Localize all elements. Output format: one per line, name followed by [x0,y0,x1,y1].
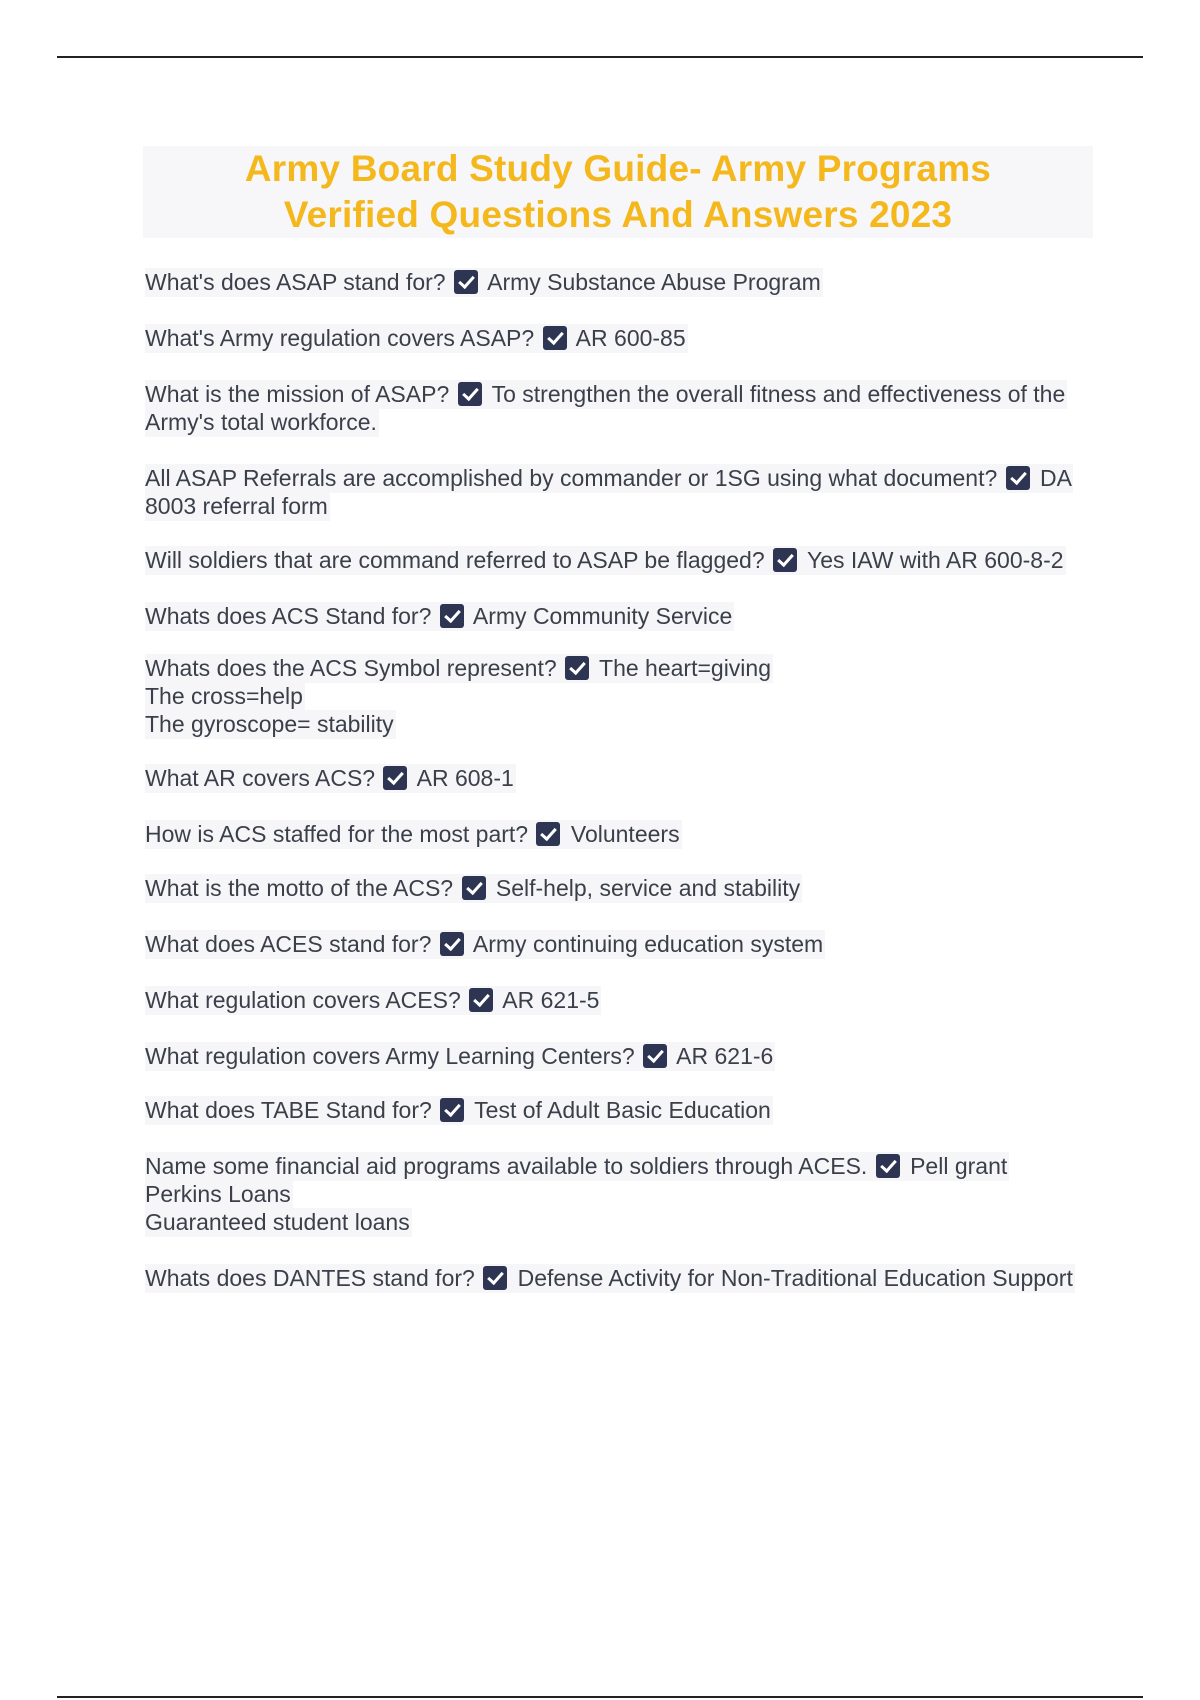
question-text: Whats does ACS Stand for? [145,603,432,629]
check-box-icon [383,766,407,790]
question-text: What is the motto of the ACS? [145,875,454,901]
question-text: How is ACS staffed for the most part? [145,821,529,847]
qa-line [145,1152,1009,1181]
check-box-icon [876,1154,900,1178]
qa-item [145,820,1095,848]
answer-extra [145,1208,1095,1236]
question-text: What's does ASAP stand for? [145,269,446,295]
question-text: Whats does DANTES stand for? [145,1265,475,1291]
question-text: What does ACES stand for? [145,931,432,957]
qa-line [145,654,773,683]
answer-extra-line: Guaranteed student loans [145,1209,410,1235]
check-box-icon [1006,466,1030,490]
answer-extra [145,710,1095,738]
bottom-rule [57,1696,1143,1698]
check-box-icon [440,932,464,956]
check-box-icon [773,548,797,572]
qa-line [145,546,1066,575]
question-text: What regulation covers ACES? [145,987,461,1013]
check-box-icon [543,326,567,350]
qa-item [145,1096,1095,1124]
qa-item [145,464,1095,520]
qa-line [145,268,823,297]
qa-item [145,268,1095,296]
answer-extra [145,1180,1095,1208]
question-text: Will soldiers that are command referred to ASAP be flagged? [145,547,765,573]
qa-line [145,380,1067,437]
question-text: Name some financial aid programs available to soldiers through ACES. [145,1153,868,1179]
check-box-icon [536,822,560,846]
qa-item [145,930,1095,958]
qa-item [145,546,1095,574]
qa-line [145,930,825,959]
check-box-icon [440,1098,464,1122]
qa-line [145,1042,775,1071]
qa-item [145,764,1095,792]
answer-extra-line: The cross=help [145,683,303,709]
answer-text: DA 8003 referral form [145,465,1071,519]
title-line-2: Verified Questions And Answers 2023 [283,194,953,235]
qa-line [145,464,1073,521]
answer-extra-line: The gyroscope= stability [145,711,394,737]
check-box-icon [454,270,478,294]
check-box-icon [462,876,486,900]
answer-text: AR 608-1 [411,765,514,791]
qa-line [145,1096,773,1125]
answer-text: Volunteers [564,821,680,847]
title-line-1: Army Board Study Guide- Army Programs [244,148,992,189]
answer-text: Self-help, service and stability [489,875,801,901]
qa-item [145,324,1095,352]
qa-line [145,820,682,849]
check-box-icon [458,382,482,406]
document-title [143,146,1093,238]
answer-text: AR 621-5 [497,987,600,1013]
qa-line [145,1264,1075,1293]
qa-item [145,1042,1095,1070]
question-text: What is the mission of ASAP? [145,381,450,407]
answer-text: Army continuing education system [467,931,824,957]
check-box-icon [469,988,493,1012]
check-box-icon [440,604,464,628]
qa-line [145,986,601,1015]
qa-line [145,764,516,793]
answer-extra-line: Perkins Loans [145,1181,291,1207]
answer-text: AR 621-6 [671,1043,774,1069]
question-text: What regulation covers Army Learning Centers? [145,1043,635,1069]
answer-text: Test of Adult Basic Education [468,1097,771,1123]
answer-text: Yes IAW with AR 600-8-2 [801,547,1064,573]
qa-line [145,874,802,903]
qa-line [145,602,734,631]
top-rule [57,56,1143,58]
answer-text: Army Community Service [467,603,733,629]
question-text: What's Army regulation covers ASAP? [145,325,535,351]
answer-text: The heart=giving [593,655,771,681]
qa-item [145,1152,1095,1236]
check-box-icon [565,656,589,680]
answer-text: Army Substance Abuse Program [481,269,821,295]
qa-list [145,240,1095,1292]
question-text: All ASAP Referrals are accomplished by commander or 1SG using what document? [145,465,998,491]
question-text: What AR covers ACS? [145,765,376,791]
answer-extra [145,682,1095,710]
qa-line [145,324,688,353]
question-text: Whats does the ACS Symbol represent? [145,655,557,681]
qa-item [145,380,1095,436]
answer-text: AR 600-85 [570,325,686,351]
qa-item [145,602,1095,630]
check-box-icon [483,1266,507,1290]
qa-item [145,874,1095,902]
qa-item [145,1264,1095,1292]
question-text: What does TABE Stand for? [145,1097,432,1123]
answer-text: Defense Activity for Non-Traditional Education Support [511,1265,1073,1291]
qa-item [145,654,1095,738]
answer-text: Pell grant [903,1153,1008,1179]
check-box-icon [643,1044,667,1068]
answer-text: To strengthen the overall fitness and effectiveness of the Army's total workforce. [145,381,1066,435]
qa-item [145,986,1095,1014]
